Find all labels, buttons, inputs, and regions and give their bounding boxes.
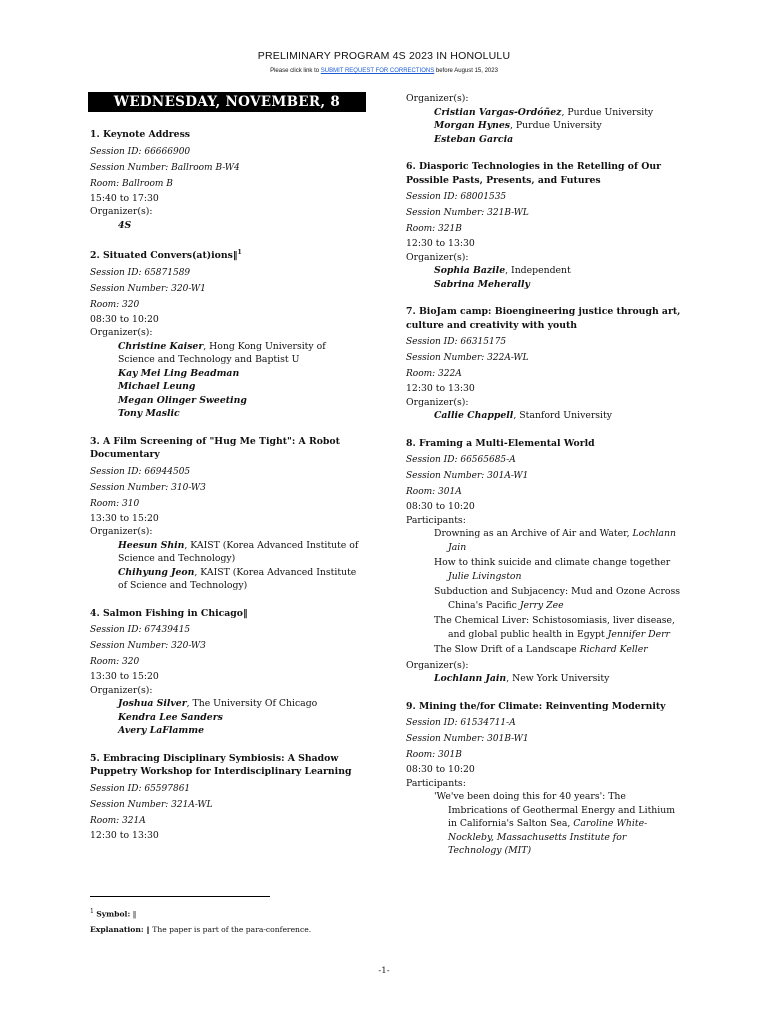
organizer xyxy=(406,106,681,120)
session-8 xyxy=(406,437,681,686)
session-title: 9. Mining the/for Climate: Reinventing Modernity xyxy=(406,700,666,712)
organizer-affiliation: , KAIST (Korea Advanced Institute of Science and Technology) xyxy=(118,566,357,592)
paper-author: Richard Keller xyxy=(579,644,648,655)
organizer-affiliation: , Stanford University xyxy=(513,410,613,421)
session-title: 1. Keynote Address xyxy=(90,129,191,140)
organizer-affiliation: , Purdue University xyxy=(561,106,654,118)
footnote-explanation: ‖ The paper is part of the para-conference. xyxy=(143,924,312,934)
organizer-name: Avery LaFlamme xyxy=(118,725,204,737)
organizers-label: Organizer(s): xyxy=(406,396,469,408)
session-3 xyxy=(90,435,365,593)
session-id: Session ID: 68001535 xyxy=(406,192,507,202)
organizer xyxy=(90,539,365,566)
organizer xyxy=(90,394,365,408)
organizer xyxy=(406,278,681,292)
session-room: Room: 301B xyxy=(406,750,462,760)
paper-author: Jerry Zee xyxy=(519,599,564,611)
page-number: -1- xyxy=(378,966,390,976)
session-id: Session ID: 65597861 xyxy=(90,783,191,794)
organizer-affiliation: , Hong Kong University of Science and Technology and Baptist U xyxy=(118,340,326,366)
footnote-symbol-line xyxy=(90,904,311,922)
organizer-affiliation: , Independent xyxy=(505,265,571,276)
organizers-label: Organizer(s): xyxy=(406,251,469,263)
session-title: 6. Diasporic Technologies in the Retelling of Our Possible Pasts, Presents, and Futures xyxy=(406,161,661,186)
organizer-affiliation: , The University Of Chicago xyxy=(186,698,318,710)
organizer xyxy=(90,407,365,421)
note-prefix: Please click link to xyxy=(270,68,321,74)
session-room: Room: 321B xyxy=(406,224,462,234)
session-title: 8. Framing a Multi-Elemental World xyxy=(406,437,595,449)
organizer-name: Lochlann Jain xyxy=(434,673,507,684)
session-number: Session Number: 322A-WL xyxy=(406,353,529,363)
organizer xyxy=(90,219,365,233)
session-title: 5. Embracing Disciplinary Symbiosis: A Shadow Puppetry Workshop for Interdisciplinary Learning xyxy=(90,752,352,778)
session-2 xyxy=(90,246,365,421)
session-room: Room: 321A xyxy=(90,815,146,826)
paper-title: Subduction and Subjacency: Mud and Ozone Across China's Pacific xyxy=(434,586,681,611)
organizer xyxy=(90,367,365,381)
organizer xyxy=(406,119,681,133)
organizer xyxy=(406,409,681,423)
session-room: Room: 320 xyxy=(90,657,140,668)
session-number: Session Number: 310-W3 xyxy=(90,482,206,493)
session-4 xyxy=(90,607,365,738)
organizer-name: Tony Maslic xyxy=(118,408,180,420)
session-number: Session Number: 301A-W1 xyxy=(406,471,529,481)
session-time: 13:30 to 15:20 xyxy=(90,512,159,524)
organizer-name: Sophia Bazile xyxy=(434,265,506,276)
session-number: Session Number: 301B-W1 xyxy=(406,734,529,744)
corrections-note xyxy=(0,68,768,74)
session-time: 08:30 to 10:20 xyxy=(90,313,159,325)
participants-label: Participants: xyxy=(406,514,466,526)
organizer-affiliation: , New York University xyxy=(506,673,610,684)
session-1 xyxy=(90,128,365,232)
right-column xyxy=(406,92,681,872)
organizer-name: Christine Kaiser xyxy=(118,340,204,352)
session-number: Session Number: 321A-WL xyxy=(90,799,213,810)
session-time: 13:30 to 15:20 xyxy=(90,671,159,683)
organizer-affiliation: , KAIST (Korea Advanced Institute of Science and Technology) xyxy=(118,539,359,565)
organizer-name: Cristian Vargas-Ordóñez xyxy=(434,106,562,118)
paper xyxy=(406,585,681,612)
organizer-name: Joshua Silver xyxy=(118,698,187,710)
organizer xyxy=(90,711,365,725)
session-room: Room: 301A xyxy=(406,487,462,497)
session-title-text: 2. Situated Convers(at)ions‖ xyxy=(90,250,238,262)
session-time: 12:30 to 13:30 xyxy=(90,829,159,841)
session-id: Session ID: 66565685-A xyxy=(406,455,516,465)
session-id: Session ID: 67439415 xyxy=(90,625,191,636)
organizers-label: Organizer(s): xyxy=(90,206,153,217)
footnote-symbol-label: Symbol: xyxy=(96,909,131,919)
session-id: Session ID: 66315175 xyxy=(406,337,507,347)
session-room: Room: 320 xyxy=(90,299,140,310)
organizer xyxy=(90,380,365,394)
paper-title: The Chemical Liver: Schistosomiasis, liver disease, and global public health in Egypt xyxy=(434,615,675,640)
left-column xyxy=(90,92,365,856)
session-number: Session Number: 321B-WL xyxy=(406,208,529,218)
day-banner: WEDNESDAY, NOVEMBER, 8 xyxy=(88,92,366,112)
footnote-divider xyxy=(90,896,270,897)
session-room: Room: Ballroom B xyxy=(90,178,173,189)
session-9 xyxy=(406,700,681,858)
organizer-name: Morgan Hynes xyxy=(434,120,511,131)
session-5 xyxy=(90,752,365,843)
organizer xyxy=(90,724,365,738)
organizers-label: Organizer(s): xyxy=(90,684,153,696)
session-time: 12:30 to 13:30 xyxy=(406,238,475,249)
organizer-name: Esteban Garcia xyxy=(434,133,514,145)
footnote-ref: 1 xyxy=(237,249,242,256)
organizer-name: Heesun Shin xyxy=(118,539,185,551)
paper-title: The Slow Drift of a Landscape xyxy=(434,644,580,655)
organizers-label: Organizer(s): xyxy=(90,526,153,538)
organizer-affiliation: , Purdue University xyxy=(510,120,602,131)
session-id: Session ID: 66944505 xyxy=(90,466,191,477)
footnote-explanation-label: Explanation: xyxy=(90,924,144,934)
organizer-name: Chihyung Jeon xyxy=(118,566,195,578)
paper xyxy=(406,790,681,858)
organizer xyxy=(406,133,681,147)
session-time: 12:30 to 13:30 xyxy=(406,383,475,394)
session-title: 7. BioJam camp: Bioengineering justice through art, culture and creativity with youth xyxy=(406,306,681,331)
session-room: Room: 310 xyxy=(90,498,140,509)
paper xyxy=(406,614,681,641)
session-id: Session ID: 65871589 xyxy=(90,267,191,278)
organizers-label: Organizer(s): xyxy=(90,327,153,339)
paper xyxy=(406,643,681,657)
organizer-name: Kay Mei Ling Beadman xyxy=(118,367,240,379)
organizer xyxy=(90,566,365,593)
paper xyxy=(406,556,681,583)
session-number: Session Number: 320-W3 xyxy=(90,641,206,652)
paper-author: Caroline White-Nockleby, Massachusetts Institute for Technology (MIT) xyxy=(448,818,648,856)
footnote-number: 1 xyxy=(90,908,94,915)
footnote-symbol: ‖ xyxy=(130,909,137,919)
session-title: 4. Salmon Fishing in Chicago‖ xyxy=(90,607,248,619)
session-number: Session Number: 320-W1 xyxy=(90,283,206,294)
session-7 xyxy=(406,305,681,423)
organizers-label: Organizer(s): xyxy=(406,93,469,104)
paper-title: Drowning as an Archive of Air and Water, xyxy=(434,528,633,539)
organizer xyxy=(90,340,365,367)
session-title xyxy=(90,246,365,263)
note-suffix: before August 15, 2023 xyxy=(434,68,498,74)
session-id: Session ID: 66666900 xyxy=(90,146,191,157)
session-time: 08:30 to 10:20 xyxy=(406,501,475,512)
session-room: Room: 322A xyxy=(406,369,462,379)
session-time: 15:40 to 17:30 xyxy=(90,192,159,204)
paper-author: Lochlann Jain xyxy=(448,528,676,553)
organizer-name: 4S xyxy=(118,219,132,231)
organizers-label: Organizer(s): xyxy=(406,659,469,671)
paper-author: Jennifer Derr xyxy=(607,628,670,640)
organizer xyxy=(90,697,365,711)
page-title: PRELIMINARY PROGRAM 4S 2023 IN HONOLULU xyxy=(257,50,511,62)
organizer xyxy=(406,672,681,686)
session-number: Session Number: Ballroom B-W4 xyxy=(90,162,240,173)
footnote xyxy=(90,904,311,937)
organizer-name: Kendra Lee Sanders xyxy=(118,711,223,723)
session-time: 08:30 to 10:20 xyxy=(406,764,475,775)
organizer-name: Callie Chappell xyxy=(434,410,514,421)
session-5-continued xyxy=(406,92,681,146)
footnote-explanation-line xyxy=(90,922,311,937)
organizer-name: Megan Olinger Sweeting xyxy=(118,394,247,406)
paper-title: 'We've been doing this for 40 years': The Imbrications of Geothermal Energy and Lithium in California's Salton Sea, xyxy=(434,791,676,829)
paper-author: Julie Livingston xyxy=(448,570,522,582)
paper xyxy=(406,527,681,554)
participants-label: Participants: xyxy=(406,777,466,789)
organizer xyxy=(406,264,681,278)
organizer-name: Sabrina Meherally xyxy=(434,278,530,290)
session-id: Session ID: 61534711-A xyxy=(406,718,516,728)
submit-corrections-link[interactable]: SUBMIT REQUEST FOR CORRECTIONS xyxy=(320,68,435,74)
session-6 xyxy=(406,160,681,291)
paper-title: How to think suicide and climate change together xyxy=(434,557,671,568)
organizer-name: Michael Leung xyxy=(118,381,196,393)
session-title: 3. A Film Screening of "Hug Me Tight": A Robot Documentary xyxy=(90,435,340,461)
